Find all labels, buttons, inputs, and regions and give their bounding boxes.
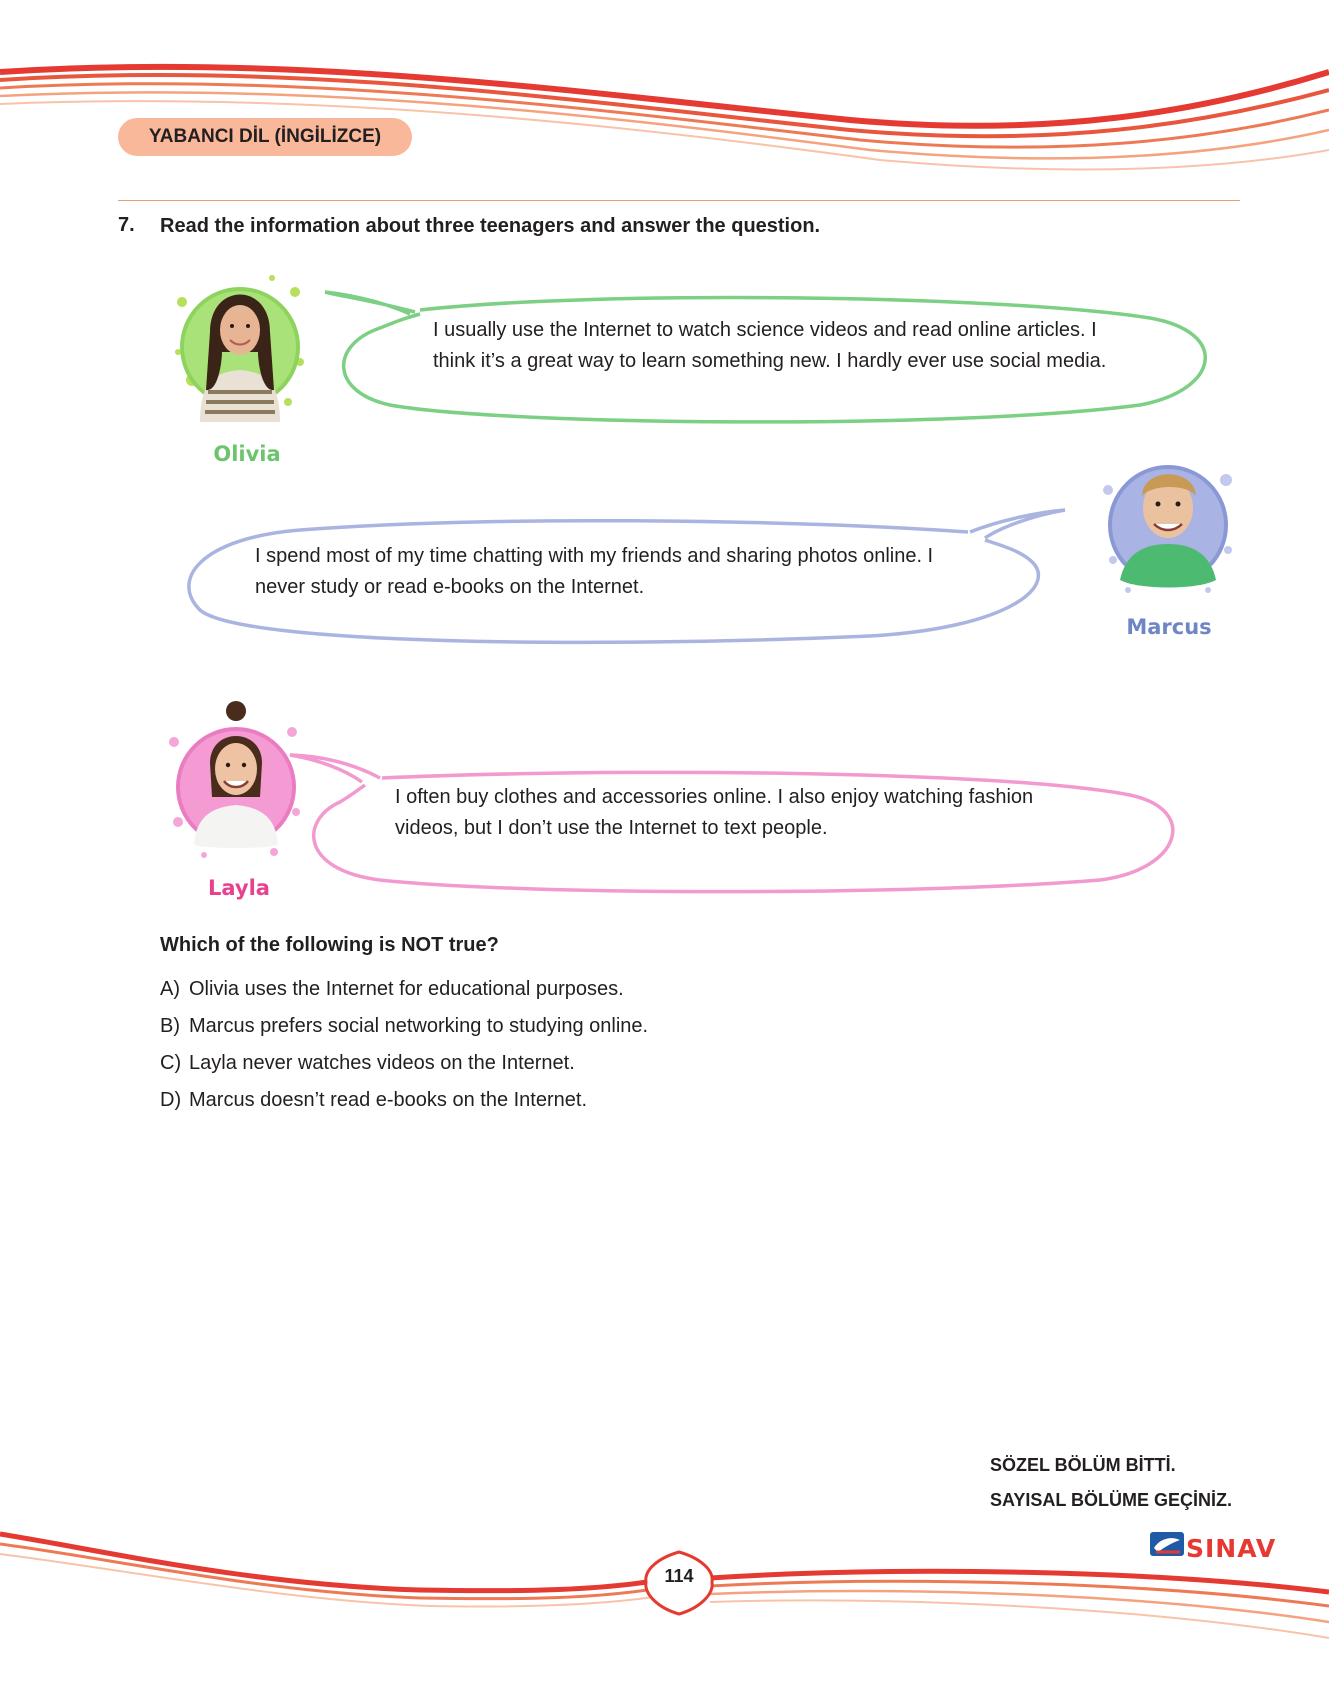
question-instruction: Read the information about three teenagers and answer the question. bbox=[160, 215, 821, 237]
page-number: 114 bbox=[664, 1566, 694, 1586]
section-end-text: SÖZEL BÖLÜM BİTTİ. bbox=[990, 1455, 1176, 1475]
option-c[interactable] bbox=[160, 1052, 575, 1075]
option-c-text: Layla never watches videos on the Internet. bbox=[189, 1052, 575, 1074]
option-b-text: Marcus prefers social networking to studying online. bbox=[189, 1015, 649, 1037]
marcus-name: Marcus bbox=[1126, 615, 1212, 639]
layla-line-2: videos, but I don’t use the Internet to text people. bbox=[395, 817, 828, 839]
option-b[interactable] bbox=[160, 1015, 648, 1038]
option-a-letter: A) bbox=[160, 978, 180, 1000]
layla-line-1: I often buy clothes and accessories online. I also enjoy watching fashion bbox=[395, 786, 1034, 808]
option-a-text: Olivia uses the Internet for educational purposes. bbox=[189, 978, 624, 1000]
olivia-line-2: think it’s a great way to learn something new. I hardly ever use social media. bbox=[433, 350, 1107, 372]
brand-name: SINAV bbox=[1186, 1534, 1277, 1563]
footer-swoosh bbox=[0, 1530, 1329, 1684]
subject-badge: YABANCI DİL (İNGİLİZCE) bbox=[118, 118, 412, 156]
question-number: 7. bbox=[118, 214, 135, 236]
option-a[interactable] bbox=[160, 978, 624, 1001]
option-d[interactable] bbox=[160, 1089, 587, 1112]
olivia-line-1: I usually use the Internet to watch science videos and read online articles. I bbox=[433, 319, 1097, 341]
option-d-text: Marcus doesn’t read e-books on the Internet. bbox=[189, 1089, 588, 1111]
option-d-letter: D) bbox=[160, 1089, 182, 1111]
option-b-letter: B) bbox=[160, 1015, 180, 1037]
next-section-text: SAYISAL BÖLÜME GEÇİNİZ. bbox=[990, 1490, 1233, 1510]
marcus-line-2: never study or read e-books on the Internet. bbox=[255, 576, 645, 598]
layla-name: Layla bbox=[208, 876, 270, 900]
question-prompt: Which of the following is NOT true? bbox=[160, 934, 499, 956]
olivia-name: Olivia bbox=[213, 442, 281, 466]
marcus-line-1: I spend most of my time chatting with my friends and sharing photos online. I bbox=[255, 545, 934, 567]
option-c-letter: C) bbox=[160, 1052, 182, 1074]
layla-bubble-text bbox=[395, 782, 1033, 844]
layla-avatar bbox=[164, 697, 304, 862]
